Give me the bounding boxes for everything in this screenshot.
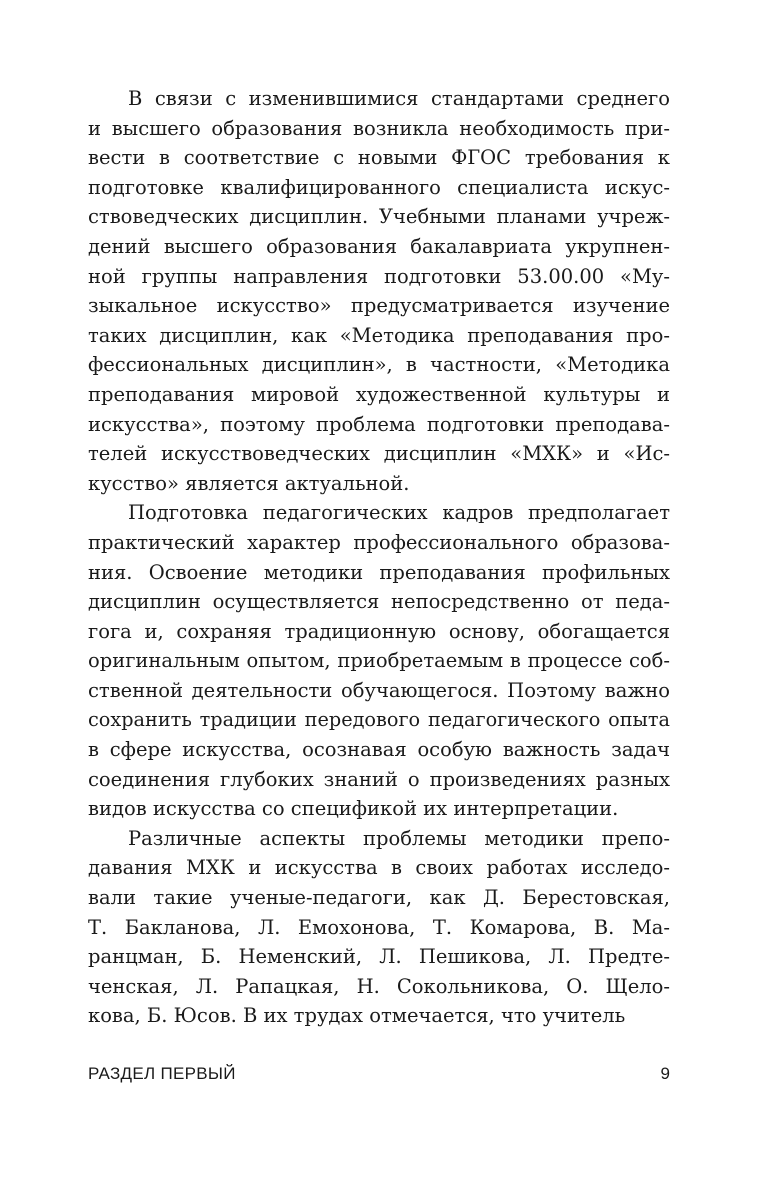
text-line: видов искусства со спецификой их интерпретации.	[88, 797, 619, 821]
text-line: ствоведческих дисциплин. Учебными планами учреж-	[88, 205, 670, 229]
page-number: 9	[660, 1064, 670, 1083]
text-line: дений высшего образования бакалавриата укрупнен-	[88, 234, 670, 258]
text-line: Подготовка педагогических кадров предполагает	[128, 501, 670, 525]
text-line: в сфере искусства, осознавая особую важность задач	[88, 738, 670, 762]
text-line: практический характер профессионального образова-	[88, 530, 670, 554]
text-line: Т. Бакланова, Л. Емохонова, Т. Комарова, В. Ма-	[88, 915, 670, 939]
paragraph-2	[88, 498, 670, 824]
page-footer	[88, 1064, 670, 1088]
text-line: кова, Б. Юсов. В их трудах отмечается, что учитель	[88, 1004, 626, 1028]
text-line: подготовке квалифицированного специалиста искус-	[88, 175, 670, 199]
text-line: фессиональных дисциплин», в частности, «Методика	[88, 353, 670, 377]
paragraph-3	[88, 824, 670, 1031]
text-line: В связи с изменившимися стандартами среднего	[128, 87, 670, 110]
text-line: оригинальным опытом, приобретаемым в процессе соб-	[88, 649, 670, 673]
text-line: ственной деятельности обучающегося. Поэтому важно	[88, 678, 670, 702]
text-line: ния. Освоение методики преподавания профильных	[88, 560, 670, 584]
text-line: ной группы направления подготовки 53.00.00 «Му-	[88, 264, 670, 288]
text-line: телей искусствоведческих дисциплин «МХК» и «Ис-	[88, 442, 670, 466]
text-line: ранцман, Б. Неменский, Л. Пешикова, Л. Предте-	[88, 945, 670, 969]
page-body	[88, 84, 670, 1031]
text-line: вести в соответствие с новыми ФГОС требования к	[88, 146, 670, 170]
text-line: гога и, сохраняя традиционную основу, обогащается	[88, 619, 670, 643]
text-line: сохранить традиции передового педагогического опыта	[88, 708, 670, 732]
text-line: Различные аспекты проблемы методики препо-	[128, 826, 670, 850]
text-line: соединения глубоких знаний о произведениях разных	[88, 767, 670, 791]
paragraph-1	[88, 84, 670, 498]
text-line: дисциплин осуществляется непосредственно от педа-	[88, 590, 670, 614]
text-line: зыкальное искусство» предусматривается изучение	[88, 294, 670, 318]
text-line: преподавания мировой художественной культуры и	[88, 382, 670, 406]
text-line: давания МХК и искусства в своих работах исследо-	[88, 856, 670, 880]
text-line: вали такие ученые-педагоги, как Д. Берестовская,	[88, 886, 670, 910]
text-line: искусства», поэтому проблема подготовки преподава-	[88, 412, 670, 436]
text-line: таких дисциплин, как «Методика преподавания про-	[88, 323, 670, 347]
text-line: ченская, Л. Рапацкая, Н. Сокольникова, О. Щело-	[88, 974, 670, 998]
text-line: кусство» является актуальной.	[88, 471, 410, 495]
section-title: РАЗДЕЛ ПЕРВЫЙ	[88, 1064, 236, 1083]
text-line: и высшего образования возникла необходимость при-	[88, 116, 670, 140]
